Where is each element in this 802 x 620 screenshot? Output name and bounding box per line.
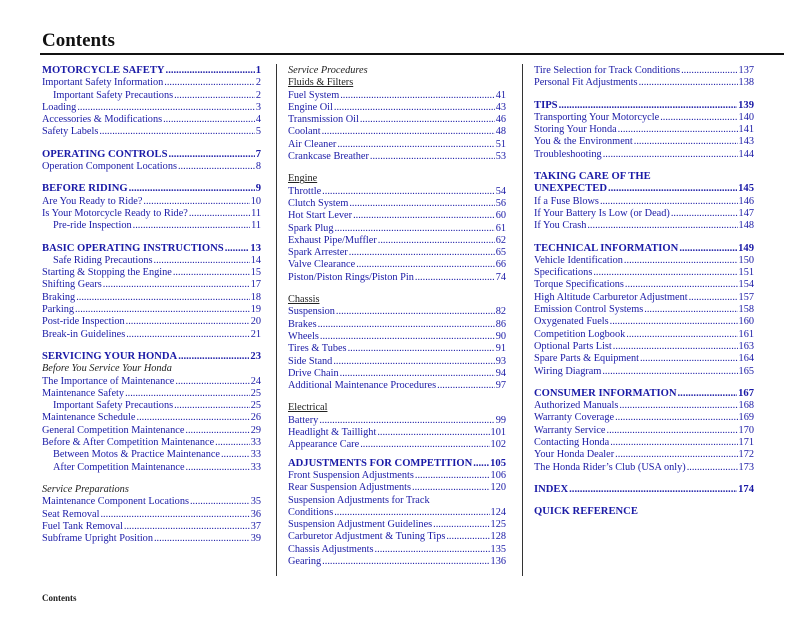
toc-column-2: [288, 65, 506, 568]
toc-entry[interactable]: Drive Chain ..... 94: [288, 368, 506, 380]
toc-section-motorcycle-safety[interactable]: MOTORCYCLE SAFETY ..... 1: [42, 65, 261, 77]
toc-entry[interactable]: Emission Control Systems ..... 158: [534, 304, 754, 316]
toc-entry[interactable]: Authorized Manuals ..... 168: [534, 400, 754, 412]
toc-entry[interactable]: Storing Your Honda ..... 141: [534, 124, 754, 136]
toc-entry[interactable]: Operation Component Locations ..... 8: [42, 161, 261, 173]
toc-entry[interactable]: Chassis Adjustments ..... 135: [288, 544, 506, 556]
toc-entry[interactable]: Important Safety Information ..... 2: [42, 77, 261, 89]
toc-entry[interactable]: Suspension Adjustments for Track: [288, 494, 430, 506]
toc-entry[interactable]: The Importance of Maintenance ..... 24: [42, 376, 261, 388]
title-rule: [40, 53, 784, 55]
toc-entry[interactable]: Carburetor Adjustment & Tuning Tips ..... 128: [288, 531, 506, 543]
toc-entry[interactable]: Is Your Motorcycle Ready to Ride? ..... 11: [42, 208, 261, 220]
toc-group-heading: Chassis: [288, 294, 320, 306]
toc-entry[interactable]: Safe Riding Precautions ..... 14: [42, 255, 261, 267]
toc-entry[interactable]: Warranty Coverage ..... 169: [534, 412, 754, 424]
toc-entry[interactable]: Troubleshooting ..... 144: [534, 149, 754, 161]
toc-entry[interactable]: Coolant ..... 48: [288, 126, 506, 138]
toc-entry[interactable]: Are You Ready to Ride? ..... 10: [42, 196, 261, 208]
toc-entry[interactable]: Competition Logbook ..... 161: [534, 329, 754, 341]
toc-entry[interactable]: Wiring Diagram ..... 165: [534, 366, 754, 378]
toc-entry[interactable]: Battery ..... 99: [288, 415, 506, 427]
toc-entry[interactable]: Important Safety Precautions ..... 25: [42, 400, 261, 412]
toc-section-tips[interactable]: TIPS ..... 139: [534, 100, 754, 112]
toc-entry[interactable]: Maintenance Schedule ..... 26: [42, 412, 261, 424]
toc-section-taking-care[interactable]: UNEXPECTED ..... 145: [534, 183, 754, 195]
toc-entry[interactable]: Your Honda Dealer ..... 172: [534, 449, 754, 461]
toc-entry[interactable]: Spark Arrester ..... 65: [288, 247, 506, 259]
toc-entry[interactable]: Wheels ..... 90: [288, 331, 506, 343]
toc-section-servicing[interactable]: SERVICING YOUR HONDA ..... 23: [42, 351, 261, 363]
toc-section-technical-info[interactable]: TECHNICAL INFORMATION ..... 149: [534, 243, 754, 255]
toc-section-operating-controls[interactable]: OPERATING CONTROLS ..... 7: [42, 149, 261, 161]
toc-entry[interactable]: Loading ..... 3: [42, 102, 261, 114]
page-footer: Contents: [42, 593, 77, 603]
toc-entry[interactable]: Starting & Stopping the Engine ..... 15: [42, 267, 261, 279]
toc-entry[interactable]: Braking ..... 18: [42, 292, 261, 304]
toc-entry[interactable]: Seat Removal ..... 36: [42, 509, 261, 521]
toc-entry[interactable]: Important Safety Precautions ..... 2: [42, 90, 261, 102]
toc-entry[interactable]: Oxygenated Fuels ..... 160: [534, 316, 754, 328]
toc-entry[interactable]: Shifting Gears ..... 17: [42, 279, 261, 291]
toc-entry[interactable]: Headlight & Taillight ..... 101: [288, 427, 506, 439]
toc-section-before-riding[interactable]: BEFORE RIDING ..... 9: [42, 183, 261, 195]
toc-entry[interactable]: Spark Plug ..... 61: [288, 223, 506, 235]
toc-entry[interactable]: The Honda Rider’s Club (USA only) ..... 173: [534, 462, 754, 474]
toc-entry[interactable]: Maintenance Safety ..... 25: [42, 388, 261, 400]
toc-entry[interactable]: Air Cleaner ..... 51: [288, 139, 506, 151]
toc-entry[interactable]: Personal Fit Adjustments ..... 138: [534, 77, 754, 89]
toc-entry[interactable]: Before & After Competition Maintenance ..... 33: [42, 437, 261, 449]
toc-section-consumer-info[interactable]: CONSUMER INFORMATION ..... 167: [534, 388, 754, 400]
toc-entry[interactable]: Clutch System ..... 56: [288, 198, 506, 210]
toc-entry[interactable]: Warranty Service ..... 170: [534, 425, 754, 437]
toc-group-heading: Electrical: [288, 402, 328, 414]
toc-group-heading: Fluids & Filters: [288, 77, 354, 89]
toc-entry[interactable]: Valve Clearance ..... 66: [288, 259, 506, 271]
toc-entry[interactable]: Fuel System ..... 41: [288, 90, 506, 102]
toc-entry[interactable]: General Competition Maintenance ..... 29: [42, 425, 261, 437]
toc-entry[interactable]: Specifications ..... 151: [534, 267, 754, 279]
toc-entry[interactable]: High Altitude Carburetor Adjustment ..... 157: [534, 292, 754, 304]
toc-entry[interactable]: Tires & Tubes ..... 91: [288, 343, 506, 355]
toc-entry[interactable]: Crankcase Breather ..... 53: [288, 151, 506, 163]
toc-entry[interactable]: Tire Selection for Track Conditions ..... 137: [534, 65, 754, 77]
toc-section-adjustments-competition[interactable]: ADJUSTMENTS FOR COMPETITION ..... 105: [288, 458, 506, 470]
toc-entry[interactable]: Conditions ..... 124: [288, 507, 506, 519]
toc-entry[interactable]: Break-in Guidelines ..... 21: [42, 329, 261, 341]
toc-entry[interactable]: If a Fuse Blows ..... 146: [534, 196, 754, 208]
page-title: Contents: [42, 30, 115, 51]
toc-entry[interactable]: Vehicle Identification ..... 150: [534, 255, 754, 267]
toc-entry[interactable]: Parking ..... 19: [42, 304, 261, 316]
toc-entry[interactable]: Transmission Oil ..... 46: [288, 114, 506, 126]
toc-entry[interactable]: Optional Parts List ..... 163: [534, 341, 754, 353]
toc-entry[interactable]: Post-ride Inspection ..... 20: [42, 316, 261, 328]
toc-section-quick-reference[interactable]: QUICK REFERENCE: [534, 506, 638, 518]
toc-group-heading: Engine: [288, 173, 318, 185]
toc-entry[interactable]: If Your Battery Is Low (or Dead) ..... 147: [534, 208, 754, 220]
toc-entry[interactable]: Accessories & Modifications ..... 4: [42, 114, 261, 126]
toc-entry[interactable]: Appearance Care ..... 102: [288, 439, 506, 451]
toc-entry[interactable]: Throttle ..... 54: [288, 186, 506, 198]
toc-entry[interactable]: Suspension Adjustment Guidelines ..... 125: [288, 519, 506, 531]
toc-entry[interactable]: Brakes ..... 86: [288, 319, 506, 331]
toc-entry[interactable]: Piston/Piston Rings/Piston Pin ..... 74: [288, 272, 506, 284]
toc-entry[interactable]: Subframe Upright Position ..... 39: [42, 533, 261, 545]
toc-entry[interactable]: Maintenance Component Locations ..... 35: [42, 496, 261, 508]
toc-section-basic-operating[interactable]: BASIC OPERATING INSTRUCTIONS ..... 13: [42, 243, 261, 255]
toc-entry[interactable]: Hot Start Lever ..... 60: [288, 210, 506, 222]
toc-entry[interactable]: Spare Parts & Equipment ..... 164: [534, 353, 754, 365]
toc-entry[interactable]: Engine Oil ..... 43: [288, 102, 506, 114]
toc-section-index[interactable]: INDEX ..... 174: [534, 484, 754, 496]
toc-column-3: [534, 65, 754, 519]
toc-entry[interactable]: Pre-ride Inspection ..... 11: [42, 220, 261, 232]
toc-subheading: Before You Service Your Honda: [42, 363, 172, 375]
toc-section-taking-care[interactable]: TAKING CARE OF THE: [534, 171, 651, 183]
toc-entry[interactable]: Safety Labels ..... 5: [42, 126, 261, 138]
toc-entry[interactable]: Suspension ..... 82: [288, 306, 506, 318]
toc-entry[interactable]: Additional Maintenance Procedures ..... 97: [288, 380, 506, 392]
toc-entry[interactable]: After Competition Maintenance ..... 33: [42, 462, 261, 474]
toc-entry[interactable]: If You Crash ..... 148: [534, 220, 754, 232]
toc-entry[interactable]: Transporting Your Motorcycle ..... 140: [534, 112, 754, 124]
column-divider: [522, 64, 523, 576]
toc-entry[interactable]: Side Stand ..... 93: [288, 356, 506, 368]
toc-entry[interactable]: Between Motos & Practice Maintenance ..... 33: [42, 449, 261, 461]
toc-entry[interactable]: Fuel Tank Removal ..... 37: [42, 521, 261, 533]
toc-column-1: [42, 65, 261, 545]
toc-entry[interactable]: Front Suspension Adjustments ..... 106: [288, 470, 506, 482]
toc-entry[interactable]: Exhaust Pipe/Muffler ..... 62: [288, 235, 506, 247]
column-divider: [276, 64, 277, 576]
toc-entry[interactable]: Contacting Honda ..... 171: [534, 437, 754, 449]
toc-entry[interactable]: Torque Specifications ..... 154: [534, 279, 754, 291]
toc-entry[interactable]: Gearing ..... 136: [288, 556, 506, 568]
toc-subheading: Service Preparations: [42, 483, 129, 495]
toc-entry[interactable]: You & the Environment ..... 143: [534, 136, 754, 148]
toc-entry[interactable]: Rear Suspension Adjustments ..... 120: [288, 482, 506, 494]
toc-subheading: Service Procedures: [288, 65, 368, 76]
